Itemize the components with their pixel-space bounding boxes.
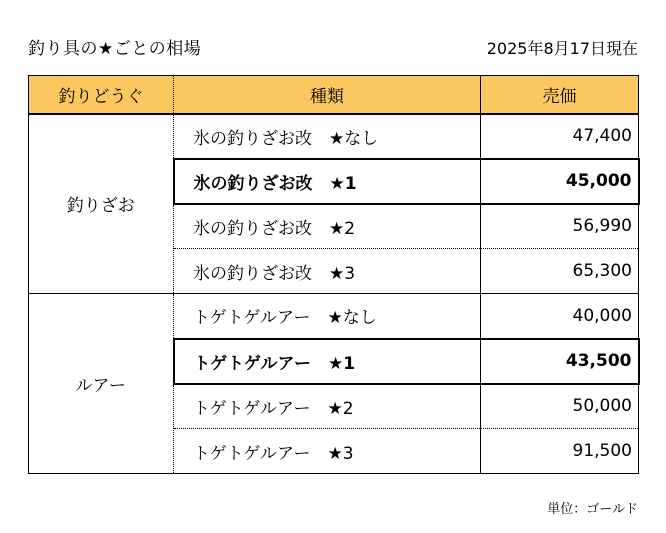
header-cell-price: 売価 (481, 76, 639, 114)
report-date: 2025年8月17日現在 (486, 39, 638, 58)
kind-cell: 氷の釣りざお改 ★3 (174, 249, 481, 294)
kind-cell: トゲトゲルアー ★なし (174, 294, 481, 339)
table-row (29, 114, 639, 159)
price-cell: 91,500 (481, 429, 639, 474)
price-cell: 40,000 (481, 294, 639, 339)
category-cell-rod: 釣りざお (29, 114, 174, 294)
price-cell: 43,500 (481, 339, 639, 384)
price-table (28, 75, 640, 474)
caption-row (28, 34, 638, 59)
price-cell: 56,990 (481, 204, 639, 249)
kind-cell: トゲトゲルアー ★2 (174, 384, 481, 429)
unit-note: 単位：ゴールド (547, 502, 638, 517)
price-cell: 65,300 (481, 249, 639, 294)
kind-cell: 氷の釣りざお改 ★2 (174, 204, 481, 249)
kind-cell: 氷の釣りざお改 ★1 (174, 159, 481, 204)
price-cell: 45,000 (481, 159, 639, 204)
header-cell-tool: 釣りどうぐ (29, 76, 174, 114)
table-row (29, 294, 639, 339)
price-cell: 47,400 (481, 114, 639, 159)
header-cell-kind: 種類 (174, 76, 481, 114)
page-title: 釣り具の★ごとの相場 (28, 39, 202, 59)
kind-cell: トゲトゲルアー ★3 (174, 429, 481, 474)
table-header-row (29, 76, 639, 114)
price-cell: 50,000 (481, 384, 639, 429)
category-cell-lure: ルアー (29, 294, 174, 474)
kind-cell: トゲトゲルアー ★1 (174, 339, 481, 384)
kind-cell: 氷の釣りざお改 ★なし (174, 114, 481, 159)
